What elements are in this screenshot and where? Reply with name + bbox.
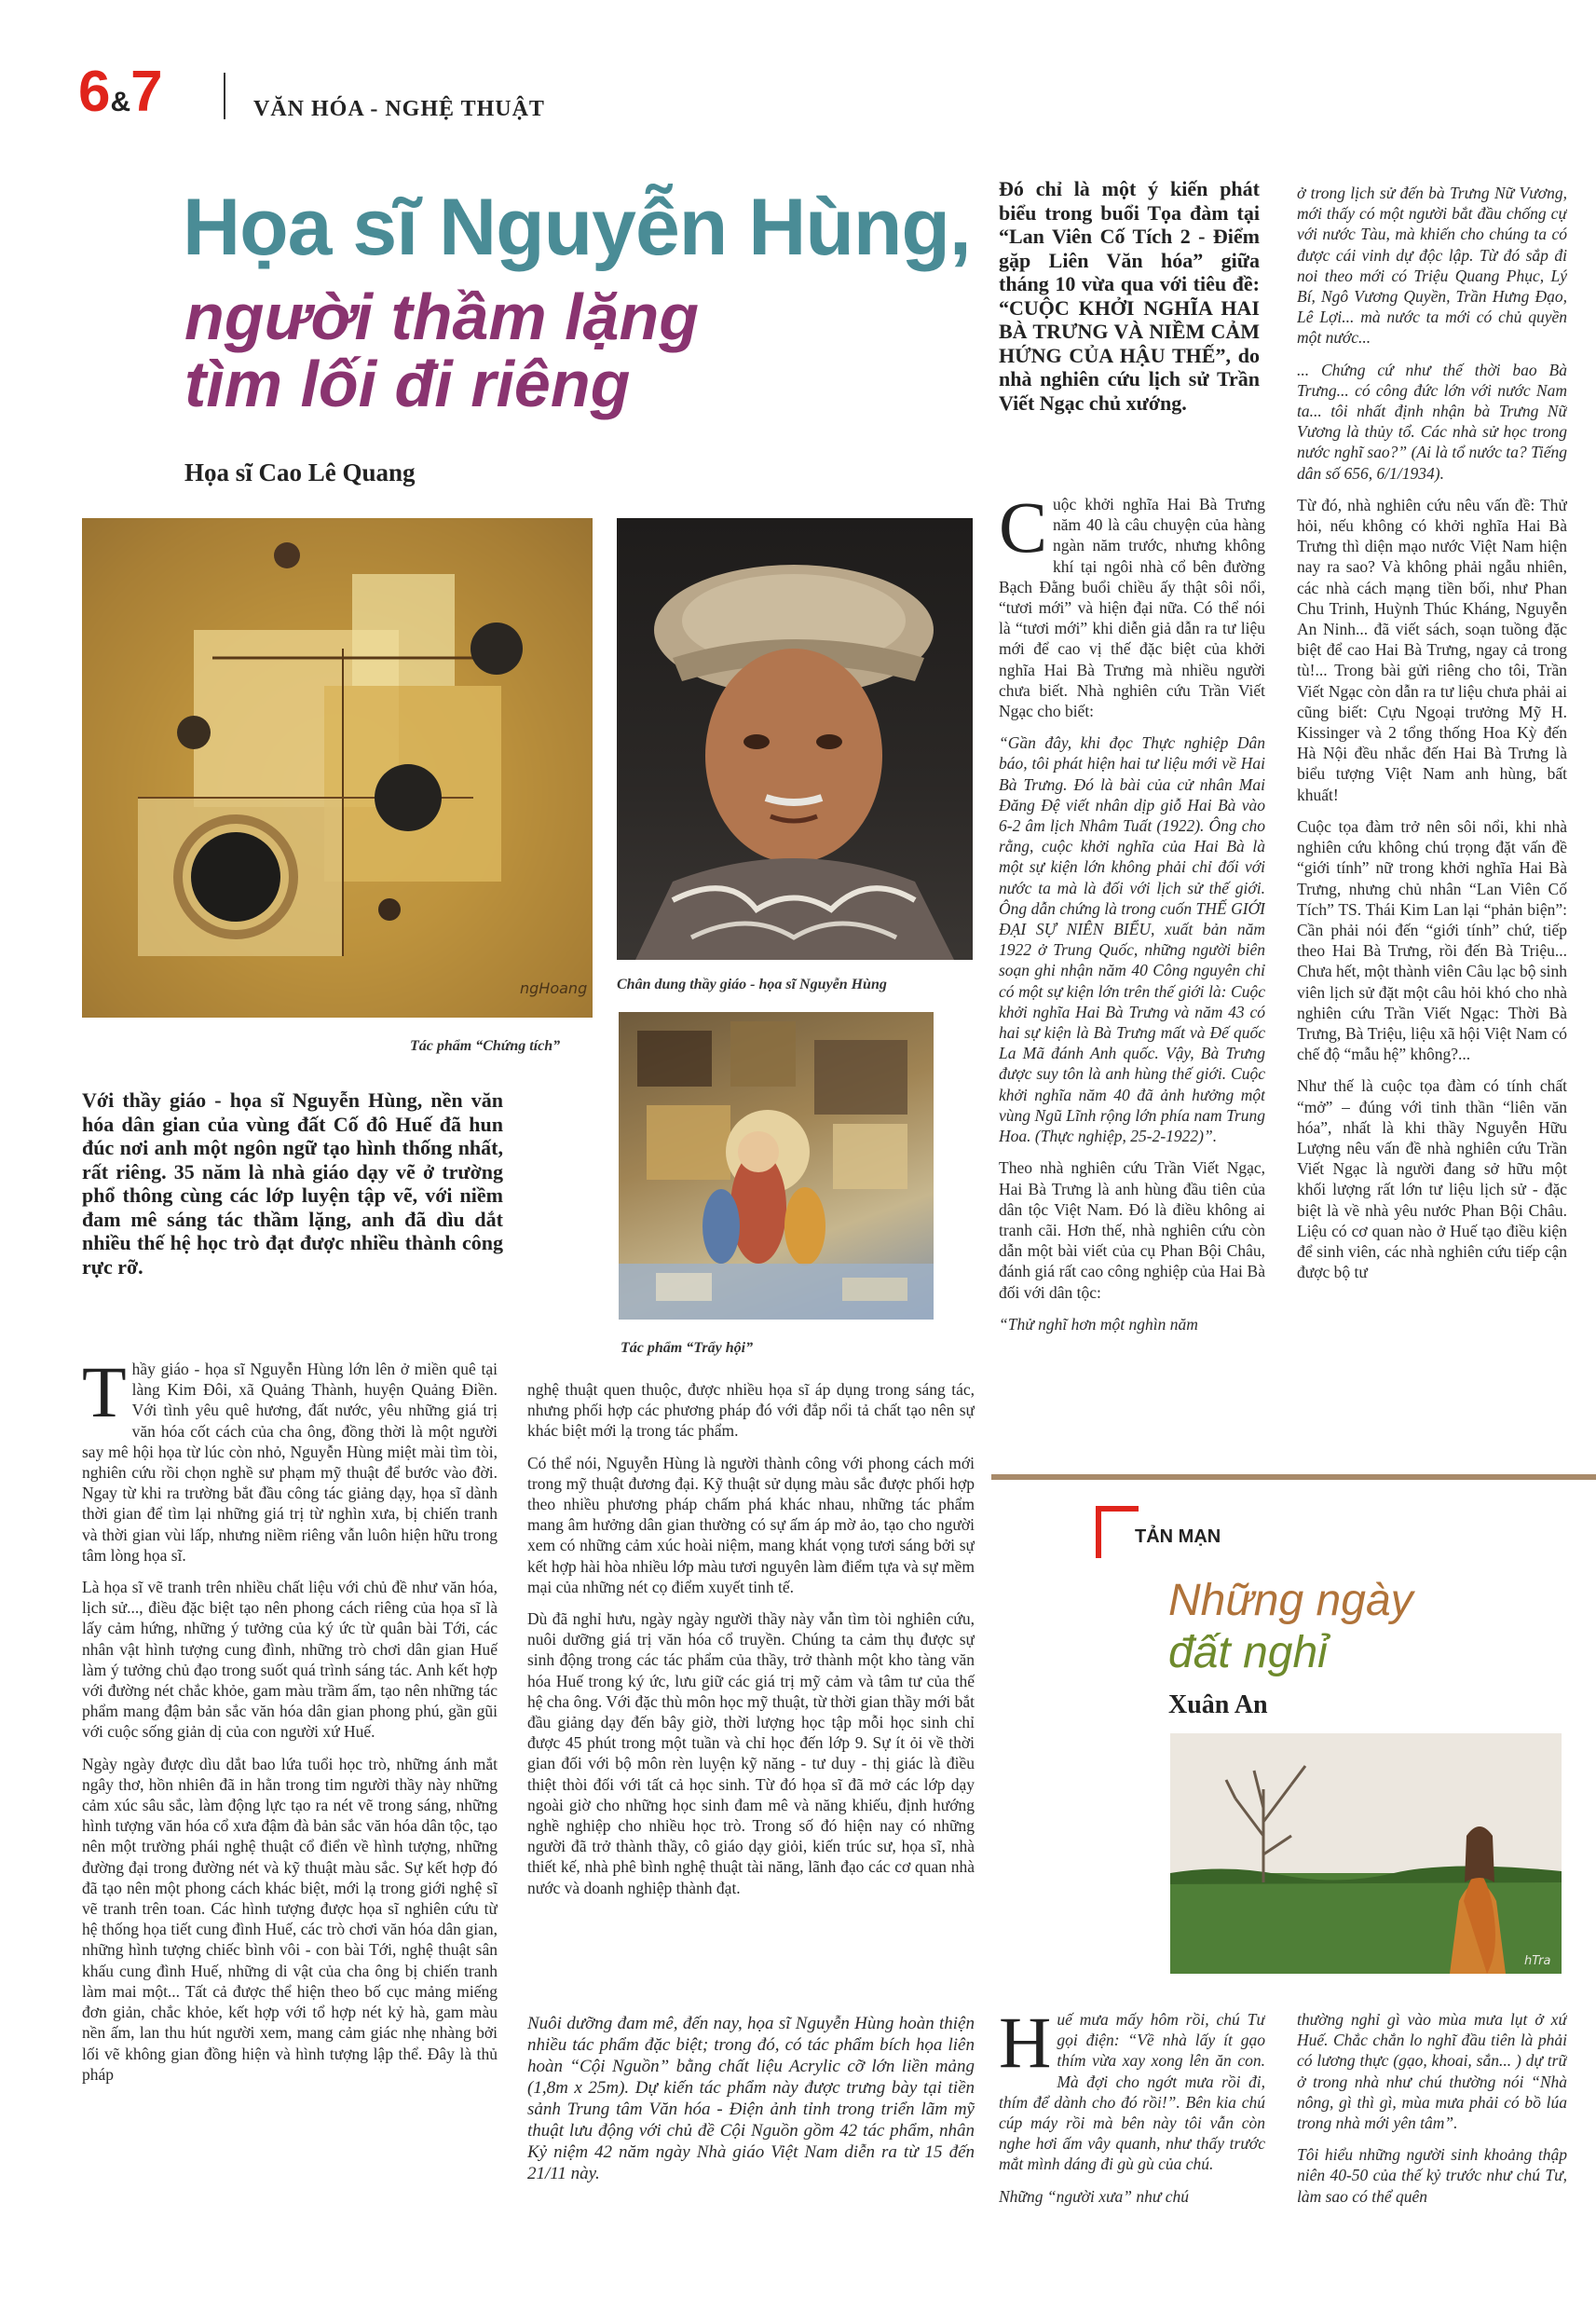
article1-column2-closing [527,2013,975,2255]
article2-col3-quote [999,732,1265,1146]
article2-col3-para2: Theo nhà nghiên cứu Trần Viết Ngạc, Hai Bà Trưng là anh hùng đầu tiên của dân tộc Việt Nam. Đó là điều không ai tranh cãi. Hơn thế, nhà nghiên cứu còn dẫn một bài viết của cụ Phan Bội Châu, đánh giá rất cao công nghiệp của Hai Bà đối với dân tộc: [999,1158,1265,1302]
page-number-right: 7 [130,60,163,124]
article2-col4-para2: Cuộc tọa đàm trở nên sôi nổi, khi nhà nghiên cứu không chú trọng đặt vấn đề “giới tính” nữ trong khởi nghĩa Hai Bà Trưng, nhưng chủ nhân “Lan Viên Cố Tích” TS. Thái Kim Lan lại “phản biện”: Cần phải nói đến “giới tính” chứ, tiếp theo Hai Bà Trưng, rồi đến Bà Triệu... Chưa hết, một thành viên Câu lạc bộ sinh viên lịch sử đặt một câu hỏi khó cho nhà nghiên cứu Trần Viết Ngạc: Thời Bà Trưng, Bà Triệu, liệu xã hội Việt Nam có chế độ “mẫu hệ” không?... [1297,816,1567,1064]
article1-lead: Với thầy giáo - họa sĩ Nguyễn Hùng, nền văn hóa dân gian của vùng đất Cố đô Huế đã hun đúc nơi anh một ngôn ngữ tạo hình thống nhất, rất riêng. 35 năm là nhà giáo dạy vẽ ở trường phổ thông cùng các lớp luyện tập vẽ, với niềm đam mê sáng tác thầm lặng, anh đã dìu dắt nhiều thế hệ học trò đạt được nhiều thành công rực rỡ. [82,1088,503,1279]
page-number-left: 6 [78,60,111,124]
article2-col4-quote [1297,183,1567,349]
article2-column4 [1297,183,1567,1450]
caption-painting-tray-hoi: Tác phẩm “Trẩy hội” [621,1340,754,1356]
article1-col1-para3: Ngày ngày được dìu dắt bao lứa tuổi học trò, những ánh mắt ngây thơ, hồn nhiên đã in hằn trong tim người thầy này những cảm xúc sâu sắc, làm động lực tạo ra nét vẽ trong sáng, những hình tượng văn hóa cổ xưa đậm đà bản sắc văn hóa dân tộc, tạo nên một trường phái nghệ thuật cổ điển về hình tượng, những đường đại trong đường nét và kỹ thuật màu sắc. Sự kết hợp đó đã tạo nên một phong cách khác biệt, mới lạ trong giới nghệ sĩ vẽ tranh trên toan. Các hình tượng được họa sĩ nghiên cứu từ hệ thống họa tiết cung đình Huế, các trò chơi văn hóa dân gian, những hình tượng chiếc bình vôi - con bài Tới, nghệ thuật sân khấu cung đình Huế, những di vật của cha ông bị chiến tranh làm mai một... Tất cả được thể hiện theo bố cục mảng miếng đơn giản, chắc khỏe, kết hợp với tổ hợp nét kỷ hà, gam màu nền ấm, lan thu hút người xem, mang cảm giác nhẹ nhàng bởi lối vẽ không gian đồng hiện và hình tượng lập thể. Đây là thủ pháp [82,1754,498,2084]
article3-column4 [1297,2009,1567,2261]
article2-col4-para3: Như thế là cuộc tọa đàm có tính chất “mở” – đúng với tinh thần “liên văn hóa”, nhất là khi thầy Nguyễn Hữu Lượng nêu vấn đề nhà nghiên cứu Trần Viết Ngạc là người đang sở hữu một khối lượng rất lớn tư liệu lịch sử - đặc biệt là về nhà yêu nước Phan Bội Châu. Liệu có cơ quan nào ở Huế tạo điều kiện để sinh viên, các nhà nghiên cứu tiếp cận được bộ tư [1297,1076,1567,1282]
article2-col4-quote-text: ở trong lịch sử đến bà Trưng Nữ Vương, mới thấy có một người bắt đầu chống cự với nước Tàu, mà khiến cho chúng ta có được cái vinh dự độc lập. Từ đó sắp đi noi theo mới có Triệu Quang Phục, Lý Bí, Ngô Vương Quyền, Trần Hưng Đạo, Lê Lợi... mà nước ta mới có chủ quyền một nước... [1297,184,1567,348]
article2-col3-quote-text: “Gần đây, khi đọc Thực nghiệp Dân báo, tôi phát hiện hai tư liệu mới về Hai Bà Trưng. Đó là bài của cử nhân Mai Đăng Đệ viết nhân dịp giỗ Hai Bà vào 6-2 âm lịch Nhâm Tuất (1922). Ông cho rằng, cuộc khởi nghĩa của Hai Bà là một sự kiện lớn không phải chỉ đối với nước ta mà là đối với lịch sử thế giới. Ông dẫn chứng là trong cuốn THẾ GIỚI ĐẠI SỰ NIÊN BIỂU, xuất bản năm 1922 ở Trung Quốc, những người biên soạn ghi nhận năm 40 Công nguyên chỉ có một sự kiện lớn trên thế giới là: Cuộc khởi nghĩa Hai Bà Trưng và năm 43 có hai sự kiện là Bà Trưng mất và Đế quốc La Mã đánh Anh quốc. Vậy, Bà Trưng được suy tôn là anh hùng thế giới. Cuộc khởi nghĩa năm 40 đã ảnh hưởng một vùng Ngũ Lĩnh rộng lớn phía nam Trung Hoa. (Thực nghiệp, 25-2-1922)”. [999,733,1265,1146]
article1-col2-para3: Dù đã nghỉ hưu, ngày ngày người thầy này vẫn tìm tòi nghiên cứu, nuôi dưỡng giá trị văn hóa cổ truyền. Chúng ta cảm thụ được sự sinh động trong các tác phẩm của thầy, trở thành một kho tàng văn hóa Huế trong ký ức, lưu giữ các giá trị mỹ cảm và tâm tư của thế hệ cha ông. Với đặc thù môn học mỹ thuật, từ thời gian thầy mới bắt đầu giảng dạy đến bây giờ, thời lượng học tập mỗi học sinh chỉ được 45 phút trong một tuần và chỉ học đến lớp 9. Sự ít ỏi về thời gian đối với bộ môn rèn luyện kỹ năng - tư duy - thị giác là điều thiệt thòi đối với tất cả học sinh. Từ đó họa sĩ đã mở các lớp dạy ngoài giờ cho những học sinh đam mê và năng khiếu, định hướng nghề nghiệp cho nhiều học trò. Trong số đó hiện nay có những người đã trở thành thầy, cô giáo dạy giỏi, kiến trúc sư, họa sĩ, nhà thiết kế, nhà phê bình nghệ thuật tài năng, lãnh đạo các cơ quan nhà nước và doanh nghiệp thành đạt. [527,1609,975,1897]
article1-subtitle-line2: tìm lối đi riêng [184,348,631,420]
tan-man-label: TẢN MẠN [1135,1526,1221,1547]
article2-dropcap: C [999,494,1048,568]
article3-column3 [999,2009,1265,2261]
caption-portrait: Chân dung thầy giáo - họa sĩ Nguyễn Hùng [617,977,887,992]
article1-col1-para1: hầy giáo - họa sĩ Nguyễn Hùng lớn lên ở miền quê tại làng Kim Đôi, xã Quảng Thành, huyện Quảng Điền. Với tình yêu quê hương, đất nước, yêu những giá trị văn hóa cốt cách của cha ông, đồng thời là một người say mê hội họa từ lúc còn nhỏ, Nguyễn Hùng miệt mài tìm tòi, nghiên cứu rồi chọn nghề sư phạm mỹ thuật để bước vào đời. Ngay từ khi ra trường bắt đầu công tác giảng dạy, họa sĩ dành thời gian để tìm lại những giá trị từ nghìn xưa, bị chiến tranh và thời gian vùi lấp, nhưng niềm riêng vẫn luôn hiện hữu trong tâm lòng họa sĩ. [82,1360,498,1565]
tan-man-marker-bottom [1096,1506,1101,1558]
article3-illustration-art [1170,1733,1562,1974]
article2-column3 [999,494,1265,1444]
section-name: VĂN HÓA - NGHỆ THUẬT [253,97,545,121]
article1-column2 [527,1379,975,1976]
svg-text:ngHoang: ngHoang [520,979,588,997]
portrait-art [617,518,973,960]
article3-illustration [1170,1733,1562,1974]
tan-man-marker [1096,1506,1139,1553]
article1-title: Họa sĩ Nguyễn Hùng, [183,183,971,272]
painting-tray-hoi-art [619,1012,934,1320]
article3-col4-para1: thường nghỉ gì vào mùa mưa lụt ở xứ Huế. Chắc chắn lo nghĩ đầu tiên là phải có lương thực (gạo, khoai, sắn... ) dự trữ ở trong nhà như chú thường nói “Nhà nông, gì thì gì, mùa mưa phải có bồ lúa trong nhà mới yên tâm”. [1297,2010,1567,2133]
article1-column1 [82,1359,498,2253]
painting-chung-tich-art [82,518,593,1018]
caption-painting-chung-tich: Tác phẩm “Chứng tích” [410,1038,561,1054]
article1-dropcap: T [82,1359,127,1432]
article2-col4-quote2 [1297,360,1567,484]
article2-col4-quote2-text: ... Chứng cứ như thế thời bao Bà Trưng... có công đức lớn với nước Nam ta... tôi nhất định nhận bà Trưng Nữ Vương là thủy tổ. Các nhà sử học trong nước nghĩ sao?” (Ai là tổ nước ta? Tiếng dân số 656, 6/1/1934). [1297,360,1567,483]
article1-col2-para1: nghệ thuật quen thuộc, được nhiều họa sĩ áp dụng trong sáng tác, nhưng phối hợp các phương pháp đó với đắp nổi tả chất tạo nên sự khác biệt mới lạ trong tác phẩm. [527,1380,975,1441]
article1-byline: Họa sĩ Cao Lê Quang [184,458,416,486]
article1-col2-para4: Nuôi dưỡng đam mê, đến nay, họa sĩ Nguyễn Hùng hoàn thiện nhiều tác phẩm đặc biệt; trong đó, có tác phẩm bích họa liên hoàn “Cội Nguồn” bằng chất liệu Acrylic cỡ lớn liền mảng (1,8m x 25m). Dự kiến tác phẩm này được trưng bày tại tiền sảnh Trung tâm Văn hóa - Điện ảnh tỉnh trong triển lãm mỹ thuật lưu động với chủ đề Cội Nguồn gồm 42 tác phẩm, nhân Kỷ niệm 42 năm ngày Nhà giáo Việt Nam diễn ra từ 15 đến 21/11 này. [527,2014,975,2183]
article1-subtitle-line1: người thầm lặng [184,280,699,353]
article3-col3-para2: Những “người xưa” như chú [999,2186,1190,2206]
article2-col3-quote2 [999,1314,1265,1334]
article3-title-line1: Những ngày [1168,1576,1413,1625]
article2-col4-para1: Từ đó, nhà nghiên cứu nêu vấn đề: Thử hỏi, nếu không có khởi nghĩa Hai Bà Trưng thì diện mạo nước Việt Nam hiện nay ra sao? Và không phải ngẫu nhiên, các nhà cách mạng tiền bối, như Phan Chu Trinh, Huỳnh Thúc Kháng, Nguyễn An Ninh... đã viết sách, soạn tuồng đặc biệt để cao Hai Bà Trưng, ngay cả trong tù!... Trong bài gửi riêng cho tôi, Trần Viết Ngạc còn dẫn ra tư liệu chưa phải ai cũng biết: Cựu Ngoại trưởng Mỹ H. Kissinger và 2 tổng thống Hoa Kỳ đến Hà Nội đều nhắc đến Hai Bà Trưng là biểu tượng Việt Nam anh hùng, bất khuất! [1297,495,1567,804]
page-number [78,60,163,124]
portrait-photo [617,518,973,960]
illustration-signature: hTra [1524,1954,1551,1968]
article3-title-line2: đất nghỉ [1168,1628,1328,1677]
article2-col3-para1: uộc khởi nghĩa Hai Bà Trưng năm 40 là câu chuyện của hàng ngàn năm trước, nhưng không khí tại ngôi nhà cổ bên đường Bạch Đằng buổi chiều ấy thật sôi nổi, “tươi mới” và hiện đại nữa. Có thể nói là “tươi mới” khi diễn giả dẫn ra tư liệu mới để cao vị thế đặc biệt của khởi nghĩa Hai Bà Trưng mà nhiều người chưa biết. Nhà nghiên cứu Trần Viết Ngạc cho biết: [999,495,1265,721]
header-divider [224,73,225,119]
painting-chung-tich [82,518,593,1018]
article2-intro: Đó chỉ là một ý kiến phát biểu trong buổi Tọa đàm tại “Lan Viên Cố Tích 2 - Điểm gặp Liên Văn hóa” giữa tháng 10 vừa qua với tiêu đề: “CUỘC KHỞI NGHĨA HAI BÀ TRƯNG VÀ NIỀM CẢM HỨNG CỦA HẬU THẾ”, do nhà nghiên cứu lịch sử Trần Viết Ngạc chủ xướng. [999,177,1260,415]
article3-col3-para1: uế mưa mấy hôm rồi, chú Tư gọi điện: “Về nhà lấy ít gạo thím vừa xay xong lên ăn con. Mà đợi cho ngớt mưa rồi đi, thím để dành cho đó rồi!”. Bên kia chú cúp máy rồi mà bên này tôi vẫn còn nghe hơi ấm vây quanh, như thấy trước mắt mình dáng đi gù gù của chú. [999,2010,1265,2174]
article3-col4-para2: Tôi hiểu những người sinh khoảng thập niên 40-50 của thế kỷ trước như chú Tư, làm sao có thể quên [1297,2145,1567,2206]
article1-col2-para2: Có thể nói, Nguyễn Hùng là người thành công với phong cách mới trong mỹ thuật đương đại. Kỹ thuật sử dụng màu sắc được phối hợp theo nhiều phương pháp chấm phá khác nhau, những tác phẩm mang âm hưởng dân gian thường có sự ấm áp mờ ảo, tạo cho người xem có những cảm xúc hoài niệm, mang khát vọng tươi sáng bởi sự kết hợp hài hòa nhiều lớp màu tươi nguyên làm điểm tựa và sự mềm mại của những nét cọ điểm xuyết tinh tế. [527,1453,975,1596]
page-number-amp: & [110,87,131,117]
article3-byline: Xuân An [1168,1690,1268,1719]
painting-tray-hoi [619,1012,934,1320]
article3-dropcap: H [999,2009,1052,2083]
section-divider [991,1474,1596,1480]
article2-col3-quote2-text: “Thử nghĩ hơn một nghìn năm [999,1314,1198,1334]
article1-col1-para2: Là họa sĩ vẽ tranh trên nhiều chất liệu với chủ đề như văn hóa, lịch sử..., điều đặc biệt tạo nên phong cách riêng của họa sĩ là lấy cảm hứng, những ý tưởng của ký ức từ quân bài Tới, các nhân vật hình tượng cung đình, những trò chơi dân gian Huế làm ý tưởng chủ đạo trong suốt quá trình sáng tác. Anh kết hợp với đường nét chắc khỏe, gam màu trầm ấm, tạo nên những tác phẩm mang đậm bản sắc văn hóa dân gian phong phú, gần gũi với cuộc sống giản dị của con người xứ Huế. [82,1578,498,1742]
